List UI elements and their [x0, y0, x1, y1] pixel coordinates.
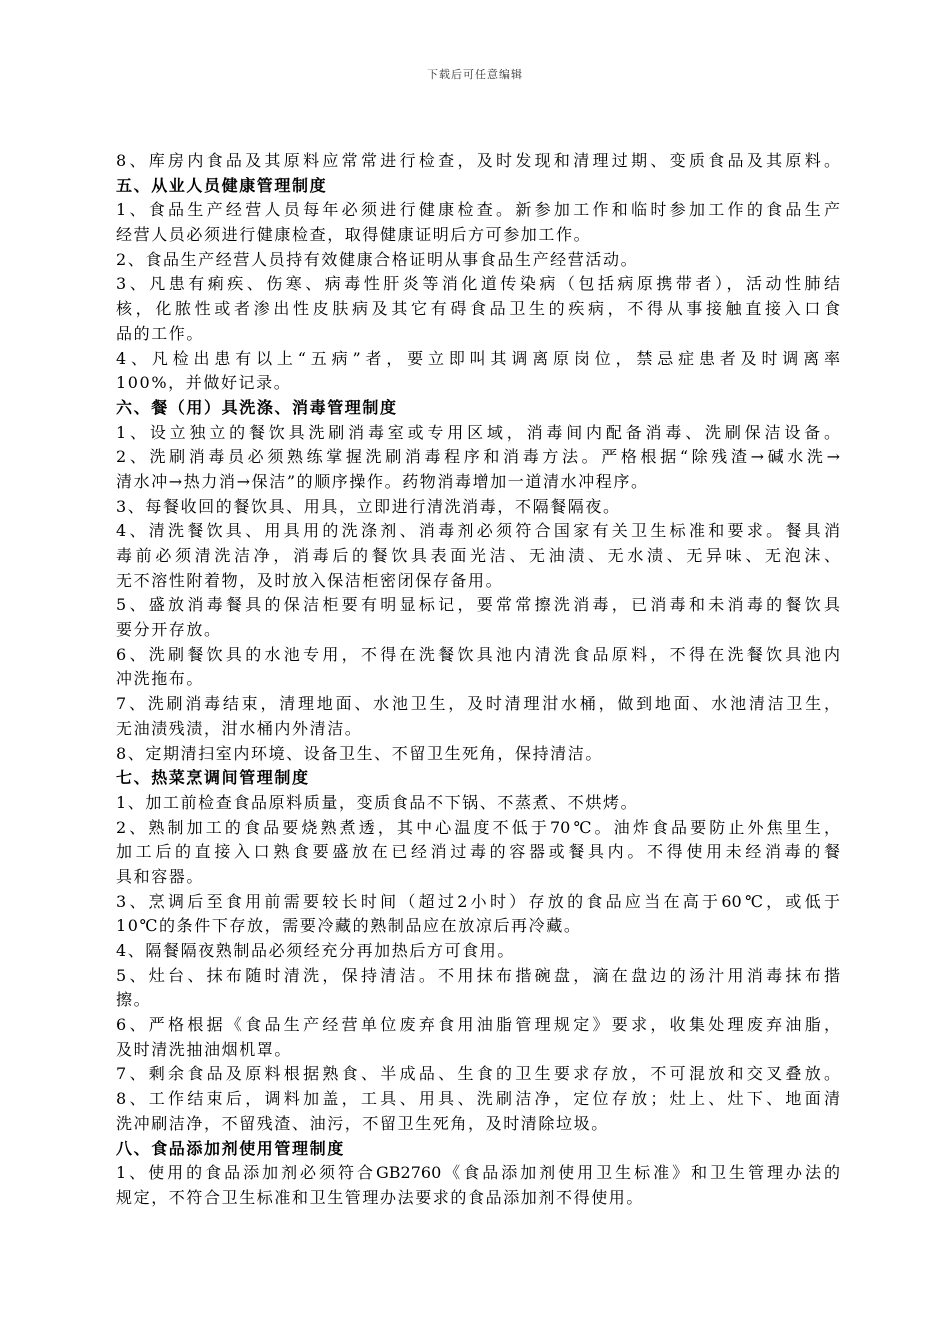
section-heading: 七、热菜烹调间管理制度 — [116, 768, 310, 788]
text-line: 10℃的条件下存放，需要冷藏的熟制品应在放凉后再冷藏。 — [116, 916, 582, 936]
text-line: 无不溶性附着物，及时放入保洁柜密闭保存备用。 — [116, 570, 504, 590]
text-line: 100%，并做好记录。 — [116, 373, 292, 393]
text-line: 8、库房内食品及其原料应常常进行检查，及时发现和清理过期、变质食品及其原料。 — [116, 151, 840, 170]
header-watermark: 下载后可任意编辑 — [427, 68, 523, 81]
text-line: 及时清洗抽油烟机罩。 — [116, 1039, 293, 1059]
text-line: 6、洗刷餐饮具的水池专用，不得在洗餐饮具池内清洗食品原料，不得在洗餐饮具池内 — [116, 644, 840, 664]
text-line: 经营人员必须进行健康检查，取得健康证明后方可参加工作。 — [116, 225, 592, 245]
text-line: 核，化脓性或者渗出性皮肤病及其它有碍食品卫生的疾病，不得从事接触直接入口食 — [116, 299, 840, 319]
document-body — [116, 149, 840, 1211]
text-line: 无油渍残渍，泔水桶内外清洁。 — [116, 718, 363, 738]
text-line: 2、熟制加工的食品要烧熟煮透，其中心温度不低于70℃。油炸食品要防止外焦里生， — [116, 817, 840, 837]
text-line: 1、食品生产经营人员每年必须进行健康检查。新参加工作和临时参加工作的食品生产 — [116, 200, 840, 220]
text-line: 7、洗刷消毒结束，清理地面、水池卫生，及时清理泔水桶，做到地面、水池清洁卫生， — [116, 694, 840, 714]
text-line: 规定，不符合卫生标准和卫生管理办法要求的食品添加剂不得使用。 — [116, 1187, 645, 1207]
section-heading: 五、从业人员健康管理制度 — [116, 175, 328, 195]
text-line: 品的工作。 — [116, 323, 205, 343]
text-line: 要分开存放。 — [116, 620, 222, 640]
text-line: 3、烹调后至食用前需要较长时间（超过2小时）存放的食品应当在高于60℃，或低于 — [116, 891, 840, 911]
text-line: 洗冲刷洁净，不留残渣、油污，不留卫生死角，及时清除垃圾。 — [116, 1113, 609, 1133]
text-line: 擦。 — [116, 990, 152, 1010]
text-line: 3、每餐收回的餐饮具、用具，立即进行清洗消毒，不隔餐隔夜。 — [116, 496, 621, 516]
text-line: 4、隔餐隔夜熟制品必须经充分再加热后方可食用。 — [116, 941, 515, 960]
text-line: 清水冲→热力消→保洁”的顺序操作。药物消毒增加一道清水冲程序。 — [116, 471, 649, 491]
text-line: 1、设立独立的餐饮具洗刷消毒室或专用区域，消毒间内配备消毒、洗刷保洁设备。 — [116, 422, 840, 442]
text-line: 毒前必须清洗洁净，消毒后的餐饮具表面光洁、无油渍、无水渍、无异味、无泡沫、 — [116, 546, 840, 565]
text-line: 1、使用的食品添加剂必须符合GB2760《食品添加剂使用卫生标准》和卫生管理办法的 — [116, 1163, 840, 1183]
text-line: 7、剩余食品及原料根据熟食、半成品、生食的卫生要求存放，不可混放和交叉叠放。 — [116, 1064, 840, 1084]
text-line: 4、凡检出患有以上“五病”者，要立即叫其调离原岗位，禁忌症患者及时调离率 — [116, 348, 840, 368]
text-line: 2、食品生产经营人员持有效健康合格证明从事食品生产经营活动。 — [116, 249, 639, 269]
section-heading: 八、食品添加剂使用管理制度 — [116, 1138, 345, 1158]
text-line: 8、工作结束后，调料加盖，工具、用具、洗刷洁净，定位存放；灶上、灶下、地面清 — [116, 1089, 840, 1109]
text-line: 1、加工前检查食品原料质量，变质食品不下锅、不蒸煮、不烘烤。 — [116, 792, 639, 812]
text-line: 2、洗刷消毒员必须熟练掌握洗刷消毒程序和消毒方法。严格根据“除残渣→碱水洗→ — [116, 447, 840, 467]
text-line: 具和容器。 — [116, 866, 205, 886]
text-line: 4、清洗餐饮具、用具用的洗涤剂、消毒剂必须符合国家有关卫生标准和要求。餐具消 — [116, 521, 840, 541]
text-line: 6、严格根据《食品生产经营单位废弃食用油脂管理规定》要求，收集处理废弃油脂， — [116, 1015, 840, 1035]
text-line: 冲洗拖布。 — [116, 669, 205, 689]
text-line: 3、凡患有痢疾、伤寒、病毒性肝炎等消化道传染病（包括病原携带者），活动性肺结 — [116, 274, 840, 294]
text-line: 加工后的直接入口熟食要盛放在已经消过毒的容器或餐具内。不得使用未经消毒的餐 — [116, 842, 840, 862]
text-line: 8、定期清扫室内环境、设备卫生、不留卫生死角，保持清洁。 — [116, 743, 603, 763]
section-heading: 六、餐（用）具洗涤、消毒管理制度 — [116, 397, 398, 417]
text-line: 5、盛放消毒餐具的保洁柜要有明显标记，要常常擦洗消毒，已消毒和未消毒的餐饮具 — [116, 595, 840, 615]
text-line: 5、灶台、抹布随时清洗，保持清洁。不用抹布揩碗盘，滴在盘边的汤汁用消毒抹布揩 — [116, 965, 840, 985]
